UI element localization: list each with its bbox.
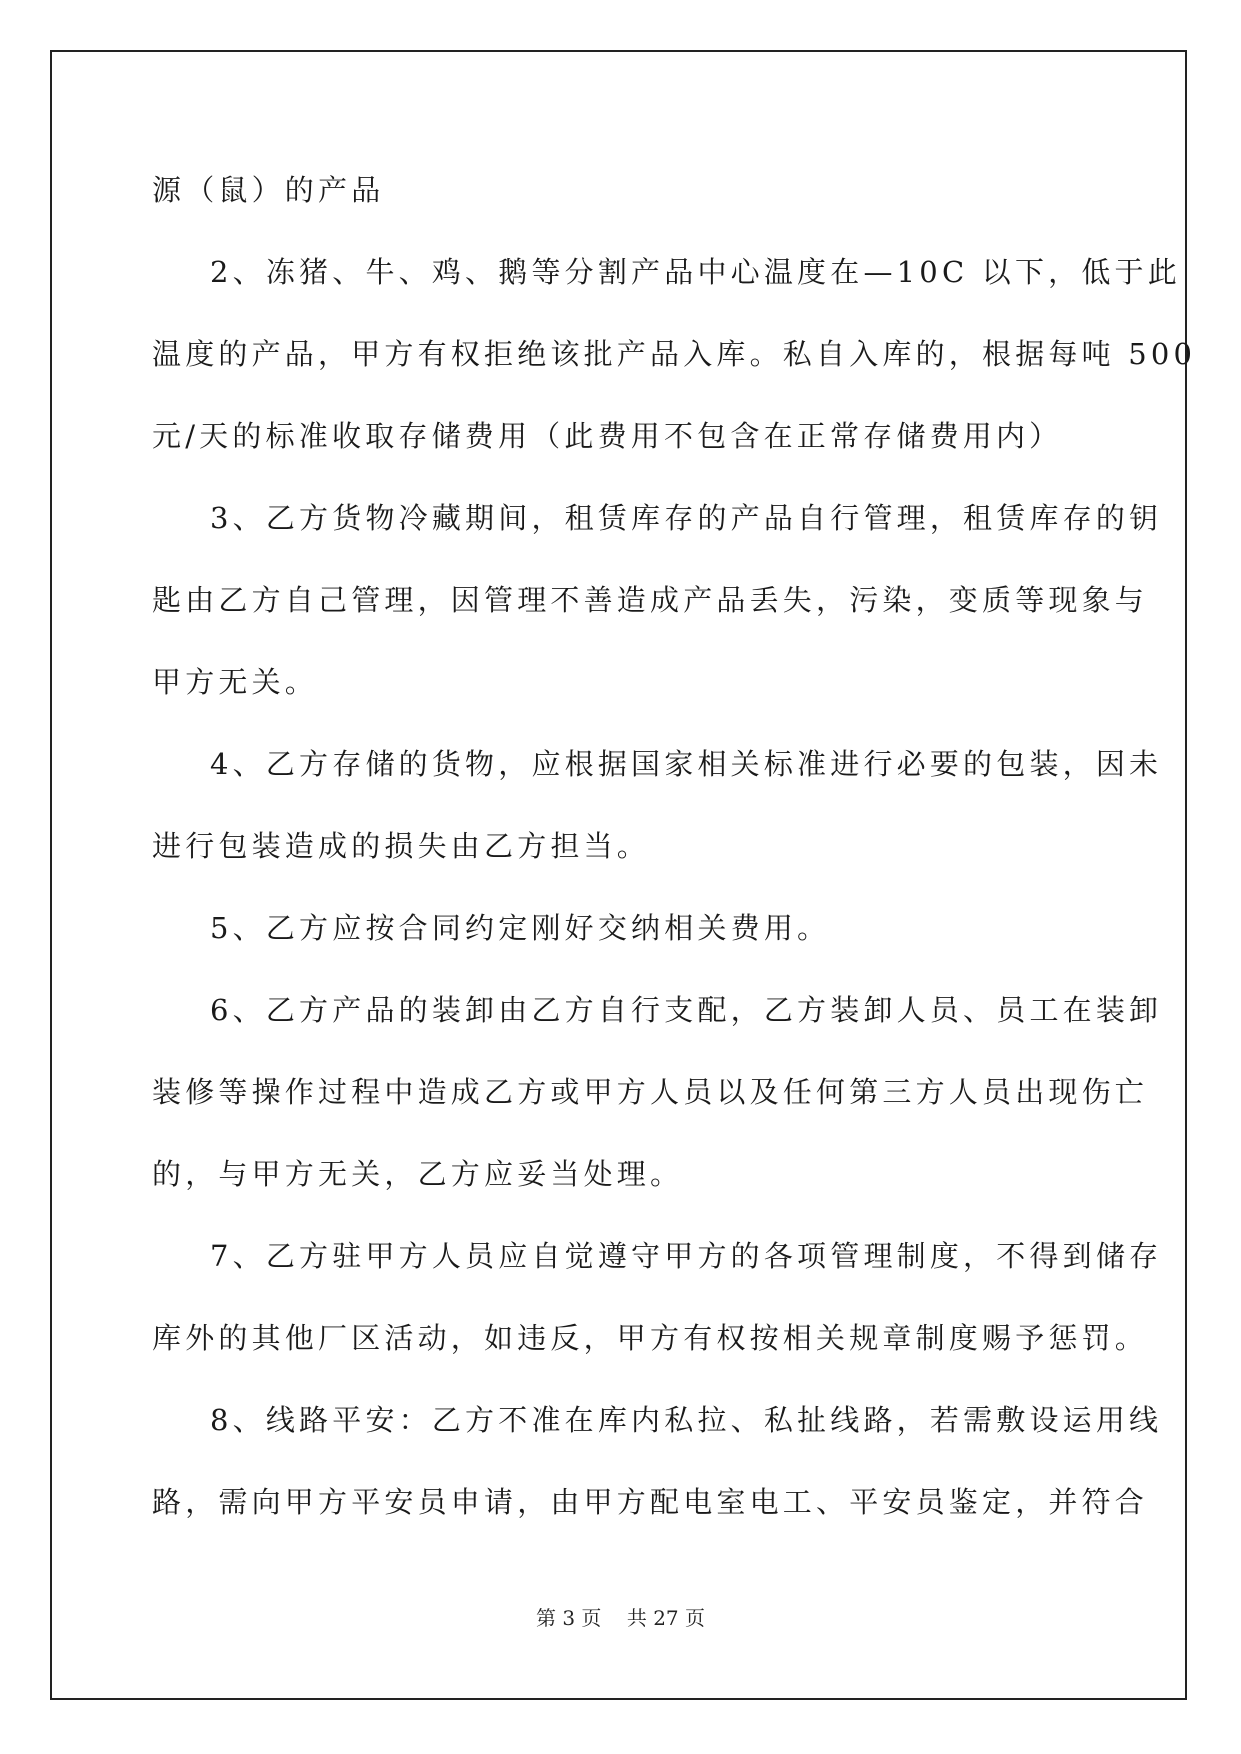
text-line: 6、乙方产品的装卸由乙方自行支配，乙方装卸人员、员工在装卸 xyxy=(210,993,1163,1027)
text-line: 元/天的标准收取存储费用（此费用不包含在正常存储费用内） xyxy=(152,419,1063,453)
text-line: 源（鼠）的产品 xyxy=(152,173,385,207)
text-line: 温度的产品，甲方有权拒绝该批产品入库。私自入库的，根据每吨 500 xyxy=(152,337,1197,371)
text-line: 装修等操作过程中造成乙方或甲方人员以及任何第三方人员出现伤亡 xyxy=(152,1075,1149,1109)
text-line: 5、乙方应按合同约定刚好交纳相关费用。 xyxy=(210,911,831,945)
text-line: 甲方无关。 xyxy=(152,665,319,699)
document-body xyxy=(152,162,1197,1556)
text-line: 进行包装造成的损失由乙方担当。 xyxy=(152,829,651,863)
text-line: 的，与甲方无关，乙方应妥当处理。 xyxy=(152,1157,684,1191)
text-line: 3、乙方货物冷藏期间，租赁库存的产品自行管理，租赁库存的钥 xyxy=(210,501,1163,535)
text-line: 匙由乙方自己管理，因管理不善造成产品丢失，污染，变质等现象与 xyxy=(152,583,1149,617)
text-line: 2、冻猪、牛、鸡、鹅等分割产品中心温度在—10C 以下，低于此 xyxy=(210,255,1181,289)
text-line: 4、乙方存储的货物，应根据国家相关标准进行必要的包装，因未 xyxy=(210,747,1163,781)
page-number: 第 3 页 共 27 页 xyxy=(535,1606,706,1630)
text-line: 库外的其他厂区活动，如违反，甲方有权按相关规章制度赐予惩罚。 xyxy=(152,1321,1149,1355)
text-line: 7、乙方驻甲方人员应自觉遵守甲方的各项管理制度，不得到储存 xyxy=(210,1239,1163,1273)
text-line: 8、线路平安：乙方不准在库内私拉、私扯线路，若需敷设运用线 xyxy=(210,1403,1163,1437)
text-line: 路，需向甲方平安员申请，由甲方配电室电工、平安员鉴定，并符合 xyxy=(152,1485,1149,1519)
page-footer xyxy=(0,1602,1241,1631)
